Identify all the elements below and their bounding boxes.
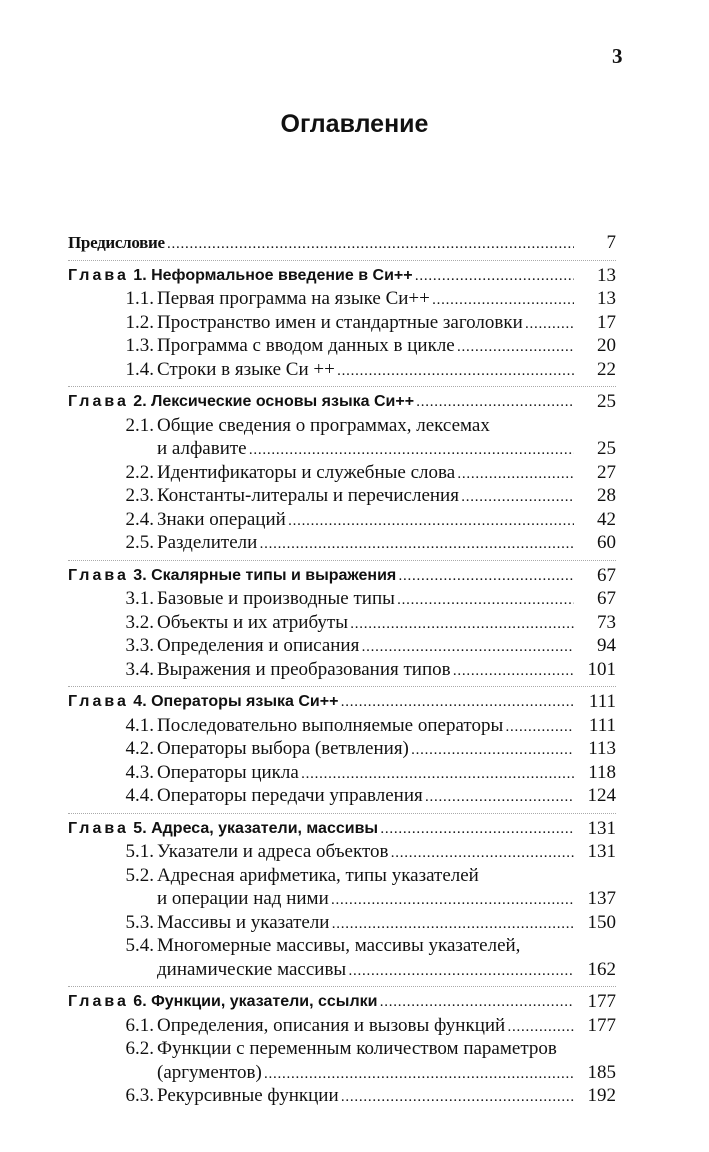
toc-entry-chapter[interactable]: [68, 565, 616, 589]
toc-entry-chapter[interactable]: [68, 391, 616, 415]
chapter-title: Лексические основы языка Си++: [151, 393, 415, 410]
section-page: 150: [587, 911, 616, 933]
section-page: 28: [597, 485, 616, 506]
section-title: Массивы и указатели . . .: [157, 912, 574, 935]
section-number: 4.1.: [125, 714, 154, 736]
toc-entry-section[interactable]: [68, 335, 616, 359]
page-title: Оглавление: [280, 110, 429, 138]
section-number: 3.2.: [125, 611, 154, 633]
chapter-separator: [68, 682, 616, 691]
chapter-number: 2.: [128, 393, 152, 410]
chapter-heading: [68, 691, 574, 713]
toc-entry-section[interactable]: [68, 659, 616, 683]
section-title: Строки в языке Си ++ . . .: [157, 359, 574, 382]
section-number: 2.2.: [125, 461, 154, 483]
section-title: Операторы цикла . . .: [157, 762, 574, 785]
toc-entry-section[interactable]: [68, 888, 616, 912]
section-page: 13: [597, 288, 616, 309]
section-title: и операции над ними . . .: [157, 888, 574, 911]
chapter-number: 6.: [128, 993, 152, 1010]
section-page: 25: [597, 438, 616, 459]
toc-entry-chapter[interactable]: [68, 991, 616, 1015]
chapter-number: 5.: [128, 819, 152, 837]
preface-page: 7: [606, 232, 616, 253]
toc-entry-section[interactable]: [68, 635, 616, 659]
section-page: 185: [587, 1061, 616, 1083]
toc-entry-section[interactable]: [68, 438, 616, 462]
section-number: 5.4.: [125, 935, 154, 956]
chapter-number: 1.: [128, 266, 152, 284]
toc-entry-section[interactable]: [68, 1015, 616, 1039]
section-page: 17: [597, 311, 616, 333]
section-page: 192: [587, 1085, 616, 1106]
table-of-contents: [68, 232, 616, 1109]
chapter-number: 3.: [128, 566, 152, 584]
toc-entry-section[interactable]: [68, 462, 616, 486]
chapter-title: Адреса, указатели, массивы: [151, 819, 379, 837]
section-page: 27: [597, 461, 616, 483]
section-title: Объекты и их атрибуты . . .: [157, 612, 574, 635]
chapter-page: 177: [587, 991, 616, 1012]
section-page: 22: [597, 358, 616, 380]
section-page: 113: [588, 738, 616, 759]
section-number: 4.2.: [125, 738, 154, 759]
chapter-page: 13: [597, 264, 616, 286]
preface-label: Предисловие . . .: [68, 232, 574, 255]
chapter-prefix: Глава: [68, 993, 129, 1010]
chapter-heading: [68, 818, 574, 840]
section-number: 4.4.: [125, 785, 154, 806]
chapter-page: 111: [588, 691, 616, 712]
section-page: 118: [588, 761, 616, 783]
toc-entry-section[interactable]: [68, 288, 616, 312]
section-number: 1.4.: [125, 358, 154, 380]
section-page: 60: [597, 532, 616, 553]
chapter-prefix: Глава: [68, 819, 129, 837]
chapter-separator: [68, 982, 616, 991]
toc-entry-section[interactable]: [68, 485, 616, 509]
toc-entry-section[interactable]: [68, 935, 616, 959]
toc-entry-chapter[interactable]: [68, 691, 616, 715]
section-page: 42: [597, 508, 616, 530]
chapter-heading: [68, 391, 574, 413]
section-page: 20: [597, 335, 616, 356]
chapter-prefix: Глава: [68, 266, 129, 284]
chapter-prefix: Глава: [68, 693, 129, 710]
toc-entry-section[interactable]: [68, 715, 616, 739]
chapter-title: Неформальное введение в Си++: [151, 266, 413, 284]
section-title: Последовательно выполняемые операторы . . .: [157, 715, 574, 738]
chapter-separator: [68, 382, 616, 391]
chapter-page: 131: [587, 817, 616, 839]
section-page: 137: [587, 888, 616, 909]
section-title: динамические массивы . . .: [157, 959, 574, 982]
section-page: 131: [587, 841, 616, 862]
toc-entry-section[interactable]: [68, 785, 616, 809]
section-number: 6.1.: [125, 1014, 154, 1036]
chapter-page: 67: [597, 564, 616, 586]
toc-entry-section[interactable]: [68, 1038, 616, 1062]
toc-entry-chapter[interactable]: [68, 265, 616, 289]
toc-entry-section[interactable]: [68, 1062, 616, 1086]
section-title: Знаки операций . . .: [157, 509, 574, 532]
section-page: 177: [587, 1014, 616, 1036]
section-title: Рекурсивные функции . . .: [157, 1085, 574, 1108]
toc-entry-section[interactable]: [68, 532, 616, 556]
chapter-separator: [68, 256, 616, 265]
toc-entry-section[interactable]: [68, 509, 616, 533]
section-title: Базовые и производные типы . . .: [157, 588, 574, 611]
toc-entry-section[interactable]: [68, 865, 616, 889]
chapter-page: 25: [597, 391, 616, 412]
section-title: Первая программа на языке Си++ . . .: [157, 288, 574, 311]
toc-entry-section[interactable]: [68, 312, 616, 336]
chapter-prefix: Глава: [68, 566, 129, 584]
section-number: 5.2.: [125, 864, 154, 886]
toc-entry-section[interactable]: [68, 612, 616, 636]
toc-entry-section[interactable]: [68, 841, 616, 865]
section-title: Константы-литералы и перечисления . . .: [157, 485, 574, 508]
toc-entry-section[interactable]: [68, 359, 616, 383]
section-page: 101: [587, 658, 616, 680]
chapter-title: Функции, указатели, ссылки: [151, 993, 378, 1010]
chapter-separator: [68, 809, 616, 818]
toc-entry-preface[interactable]: [68, 232, 616, 256]
section-number: 6.3.: [125, 1085, 154, 1106]
section-page: 73: [597, 611, 616, 633]
section-title: Пространство имен и стандартные заголовки . . .: [157, 312, 574, 335]
section-number: 5.1.: [125, 841, 154, 862]
section-title: Адресная арифметика, типы указателей: [157, 864, 479, 886]
section-title: Определения, описания и вызовы функций . . .: [157, 1015, 574, 1038]
section-title: Операторы выбора (ветвления) . . .: [157, 738, 574, 761]
section-page: 124: [587, 785, 616, 806]
section-number: 2.4.: [125, 508, 154, 530]
section-page: 67: [597, 588, 616, 609]
section-number: 6.2.: [125, 1038, 154, 1059]
chapter-number: 4.: [128, 693, 152, 710]
section-number: 3.1.: [125, 588, 154, 609]
section-title: Многомерные массивы, массивы указателей,: [157, 935, 521, 956]
section-number: 2.5.: [125, 532, 154, 553]
section-number: 2.1.: [125, 414, 154, 436]
toc-entry-chapter[interactable]: [68, 818, 616, 842]
section-page: 111: [588, 714, 616, 736]
toc-entry-section[interactable]: [68, 959, 616, 983]
section-title: и алфавите . . .: [157, 438, 574, 461]
chapter-separator: [68, 556, 616, 565]
chapter-prefix: Глава: [68, 393, 129, 410]
section-number: 3.4.: [125, 658, 154, 680]
section-title: Определения и описания . . .: [157, 635, 574, 658]
section-title: Общие сведения о программах, лексемах: [157, 414, 490, 436]
toc-entry-section[interactable]: [68, 762, 616, 786]
section-title: Выражения и преобразования типов . . .: [157, 659, 574, 682]
section-title: Идентификаторы и служебные слова . . .: [157, 462, 574, 485]
section-number: 2.3.: [125, 485, 154, 506]
section-number: 3.3.: [125, 635, 154, 656]
page-number: 3: [612, 44, 623, 68]
section-page: 162: [587, 958, 616, 980]
section-title: Программа с вводом данных в цикле . . .: [157, 335, 574, 358]
toc-entry-section[interactable]: [68, 1085, 616, 1109]
section-number: 5.3.: [125, 911, 154, 933]
toc-entry-section[interactable]: [68, 912, 616, 936]
chapter-heading: [68, 265, 574, 287]
chapter-title: Скалярные типы и выражения: [151, 566, 397, 584]
section-page: 94: [597, 635, 616, 656]
chapter-title: Операторы языка Си++: [151, 693, 339, 710]
section-title: (аргументов) . . .: [157, 1062, 574, 1085]
toc-entry-section[interactable]: [68, 738, 616, 762]
section-title: Операторы передачи управления . . .: [157, 785, 574, 808]
section-number: 1.3.: [125, 335, 154, 356]
section-number: 1.2.: [125, 311, 154, 333]
section-number: 1.1.: [125, 288, 154, 309]
section-number: 4.3.: [125, 761, 154, 783]
section-title: Функции с переменным количеством параметров: [157, 1038, 557, 1059]
toc-entry-section[interactable]: [68, 588, 616, 612]
toc-entry-section[interactable]: [68, 415, 616, 439]
chapter-heading: [68, 991, 574, 1013]
section-title: Разделители . . .: [157, 532, 574, 555]
section-title: Указатели и адреса объектов . . .: [157, 841, 574, 864]
chapter-heading: [68, 565, 574, 587]
